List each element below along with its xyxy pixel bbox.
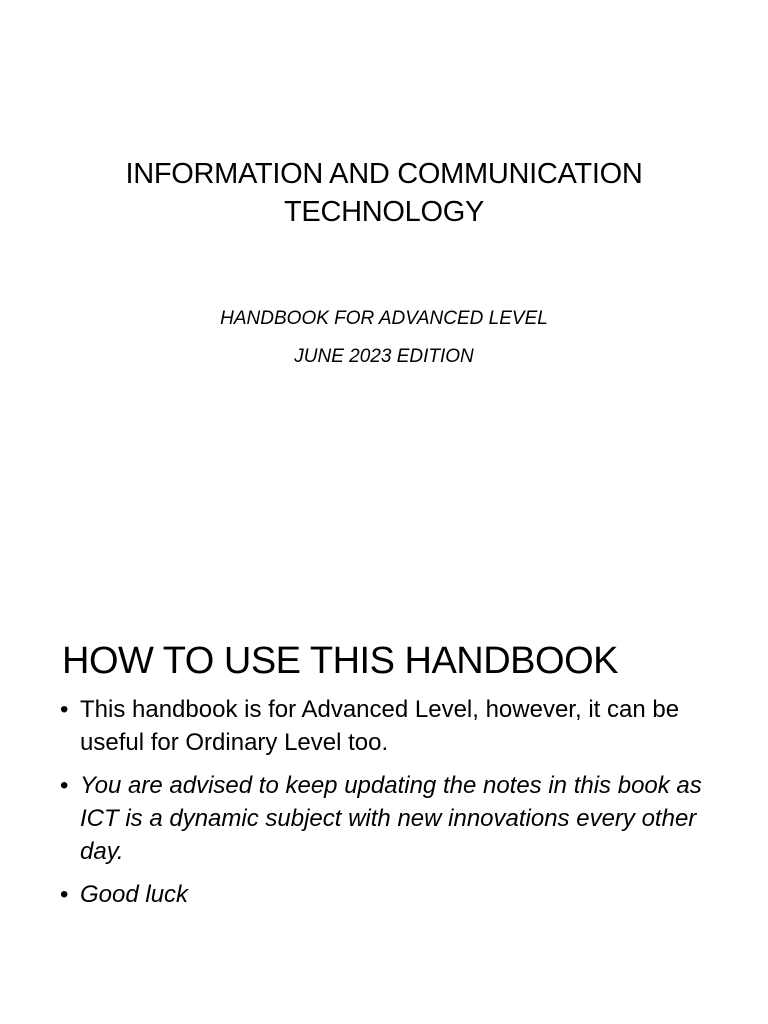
bullet-item (60, 693, 710, 759)
slide-title (40, 155, 728, 231)
bullet-item (60, 878, 710, 911)
bullet-item (60, 769, 710, 868)
bullet-dot: • (60, 696, 69, 723)
bullet-list (60, 693, 710, 921)
bullet-text: This handbook is for Advanced Level, however, it can be useful for Ordinary Level too. (80, 696, 680, 756)
bullet-text: Good luck (80, 881, 189, 908)
bullet-dot: • (60, 772, 69, 799)
slide-heading: HOW TO USE THIS HANDBOOK (62, 640, 618, 682)
title-line-2: TECHNOLOGY (283, 196, 485, 228)
bullet-dot: • (60, 881, 69, 908)
subtitle-line-2: JUNE 2023 EDITION (294, 346, 474, 367)
title-line-1: INFORMATION AND COMMUNICATION (125, 158, 643, 190)
instructions-slide (0, 576, 768, 1024)
bullet-text: You are advised to keep updating the notes in this book as ICT is a dynamic subject with new innovations every other day. (80, 772, 702, 865)
subtitle-line-1: HANDBOOK FOR ADVANCED LEVEL (220, 308, 548, 329)
